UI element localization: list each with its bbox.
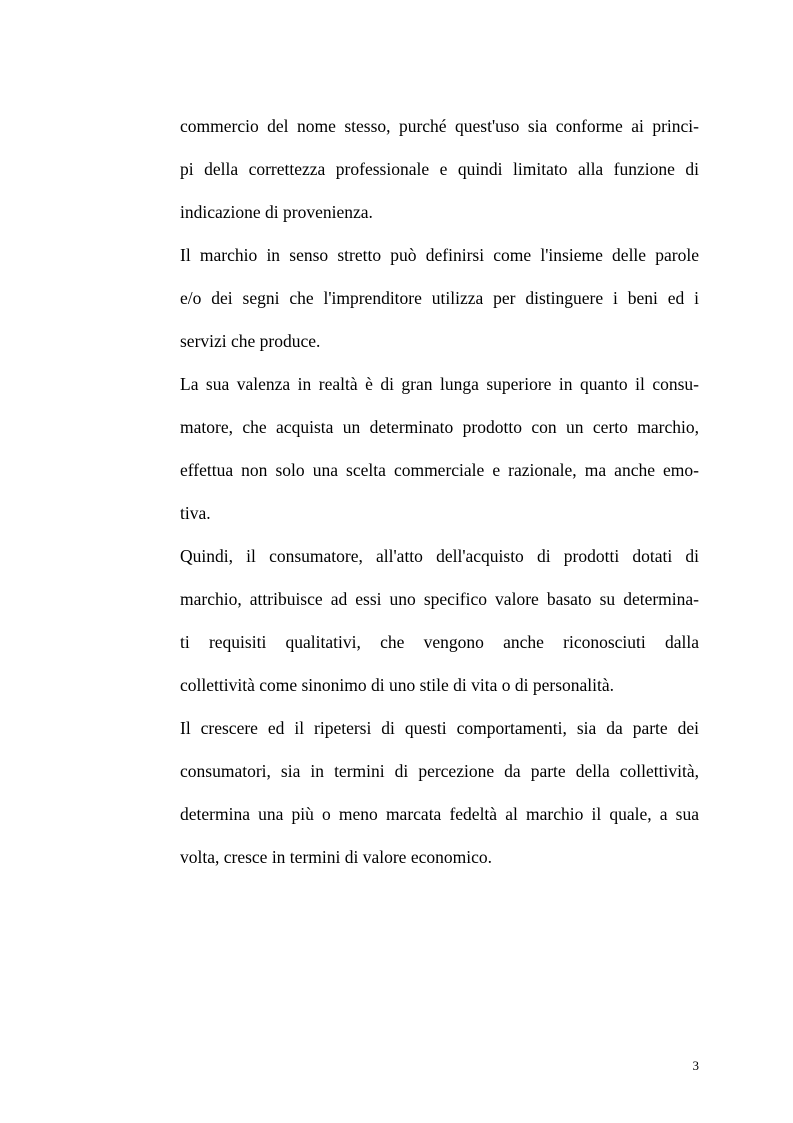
text-line: e/o dei segni che l'imprenditore utilizza per distinguere i beni ed i: [180, 288, 699, 308]
text-line: ti requisiti qualitativi, che vengono anche riconosciuti dalla: [180, 632, 699, 652]
text-line: Quindi, il consumatore, all'atto dell'acquisto di prodotti dotati di: [180, 546, 699, 566]
text-line: La sua valenza in realtà è di gran lunga superiore in quanto il consu-: [180, 374, 699, 394]
text-line: Il marchio in senso stretto può definirsi come l'insieme delle parole: [180, 245, 699, 265]
text-line: servizi che produce.: [180, 331, 321, 351]
text-line: Il crescere ed il ripetersi di questi comportamenti, sia da parte dei: [180, 718, 699, 738]
text-line: determina una più o meno marcata fedeltà al marchio il quale, a sua: [180, 804, 699, 824]
text-line: consumatori, sia in termini di percezione da parte della collettività,: [180, 761, 699, 781]
text-line: matore, che acquista un determinato prodotto con un certo marchio,: [180, 417, 699, 437]
text-line: marchio, attribuisce ad essi uno specifico valore basato su determina-: [180, 589, 699, 609]
text-line: tiva.: [180, 503, 211, 523]
text-line: collettività come sinonimo di uno stile di vita o di personalità.: [180, 675, 615, 695]
text-line: commercio del nome stesso, purché quest'uso sia conforme ai princi-: [180, 116, 699, 136]
text-line: indicazione di provenienza.: [180, 202, 373, 222]
text-line: effettua non solo una scelta commerciale e razionale, ma anche emo-: [180, 460, 699, 480]
page-number: 3: [692, 1058, 699, 1073]
text-line: volta, cresce in termini di valore economico.: [180, 847, 492, 867]
text-line: pi della correttezza professionale e quindi limitato alla funzione di: [180, 159, 699, 179]
